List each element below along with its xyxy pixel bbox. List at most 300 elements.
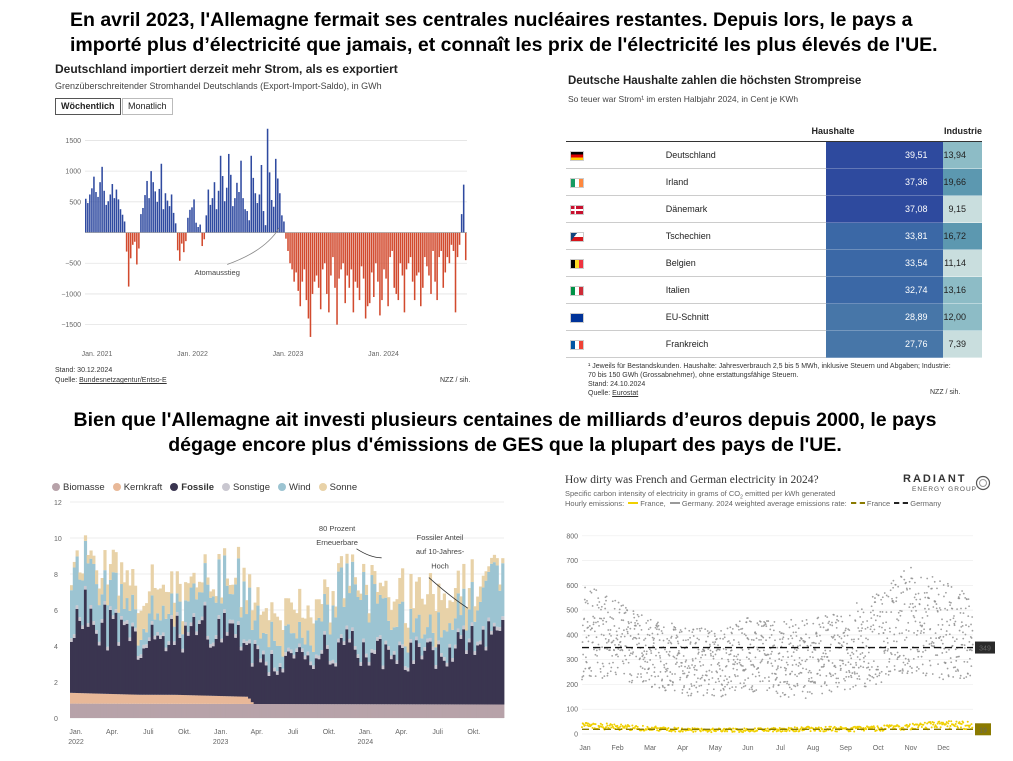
mix-bar-fossile xyxy=(101,623,104,694)
mix-bar-fossile xyxy=(209,648,212,696)
germany-point xyxy=(603,634,605,636)
france-point xyxy=(946,721,948,723)
mix-bar-sonne xyxy=(170,571,173,593)
mix-bar-biomasse xyxy=(426,704,429,718)
trade-bar xyxy=(126,233,128,252)
mix-bar-sonne xyxy=(351,554,354,561)
germany-point xyxy=(637,614,639,616)
france-point xyxy=(732,727,734,729)
mix-bar-sonne xyxy=(220,598,223,604)
france-point xyxy=(794,726,796,728)
mix-bar-sonne xyxy=(248,574,251,587)
germany-point xyxy=(765,623,767,625)
mix-bar-sonne xyxy=(329,623,332,635)
mix-bar-sonne xyxy=(401,568,404,601)
germany-point xyxy=(649,659,651,661)
mix-bar-sonstige xyxy=(268,672,271,676)
mix-bar-kernkraft xyxy=(117,694,120,704)
france-point xyxy=(898,725,900,727)
trade-x-tick: Jan. 2023 xyxy=(272,351,304,358)
mix-bar-wind xyxy=(173,627,176,642)
germany-point xyxy=(725,694,727,696)
germany-point xyxy=(617,648,619,650)
germany-point xyxy=(622,604,624,606)
germany-point xyxy=(643,658,645,660)
france-point xyxy=(955,721,957,723)
trade-bar xyxy=(161,164,163,233)
mix-bar-biomasse xyxy=(351,704,354,718)
mix-bar-wind xyxy=(323,594,326,631)
trade-bar xyxy=(250,156,252,233)
germany-point xyxy=(849,615,851,617)
mix-bar-biomasse xyxy=(443,704,446,718)
trade-bar xyxy=(334,233,336,288)
headline-mid-line2: dégage encore plus d'émissions de GES que la plupart des pays de l'UE. xyxy=(168,434,842,456)
mix-bar-kernkraft xyxy=(131,695,134,704)
mix-bar-sonne xyxy=(304,619,307,645)
prices-source-link[interactable]: Eurostat xyxy=(612,390,639,397)
germany-point xyxy=(872,624,874,626)
germany-point xyxy=(771,651,773,653)
trade-bar xyxy=(465,233,467,261)
germany-point xyxy=(728,661,730,663)
trade-bar xyxy=(244,209,246,232)
germany-point xyxy=(824,656,826,658)
germany-point xyxy=(898,620,900,622)
mix-bar-sonstige xyxy=(81,625,84,629)
germany-point xyxy=(701,627,703,629)
germany-point xyxy=(936,607,938,609)
germany-point xyxy=(880,599,882,601)
germany-point xyxy=(668,640,670,642)
germany-point xyxy=(886,595,888,597)
germany-point xyxy=(904,639,906,641)
mix-bar-biomasse xyxy=(153,704,156,718)
mix-bar-sonstige xyxy=(295,648,298,652)
germany-point xyxy=(581,679,583,681)
mix-bar-sonstige xyxy=(476,642,479,646)
germany-point xyxy=(623,673,625,675)
germany-point xyxy=(907,622,909,624)
dirty-subtitle-sub: 2 xyxy=(740,494,743,501)
trade-bar xyxy=(107,201,109,232)
germany-point xyxy=(869,680,871,682)
germany-point xyxy=(616,634,618,636)
germany-point xyxy=(914,582,916,584)
germany-point xyxy=(765,625,767,627)
trade-bar xyxy=(120,209,122,232)
germany-point xyxy=(972,644,974,646)
mix-bar-wind xyxy=(223,555,226,609)
germany-point xyxy=(827,656,829,658)
germany-point xyxy=(739,662,741,664)
germany-point xyxy=(963,612,965,614)
germany-point xyxy=(808,680,810,682)
germany-point xyxy=(855,662,857,664)
trade-bar xyxy=(424,233,426,258)
mix-bar-fossile xyxy=(368,666,371,705)
trade-bar xyxy=(187,218,189,233)
germany-point xyxy=(651,675,653,677)
germany-point xyxy=(858,675,860,677)
germany-point xyxy=(689,667,691,669)
germany-point xyxy=(887,648,889,650)
germany-point xyxy=(948,649,950,651)
mix-bar-sonstige xyxy=(357,654,360,658)
germany-point xyxy=(618,644,620,646)
mix-annotation1-arrow xyxy=(357,549,382,558)
germany-point xyxy=(932,606,934,608)
germany-point xyxy=(755,689,757,691)
germany-point xyxy=(677,636,679,638)
mix-bar-wind xyxy=(493,562,496,623)
mix-bar-biomasse xyxy=(276,704,279,718)
mix-bar-wind xyxy=(298,622,301,644)
mix-bar-kernkraft xyxy=(162,695,165,704)
mix-bar-kernkraft xyxy=(165,695,168,704)
germany-point xyxy=(618,602,620,604)
germany-point xyxy=(586,637,588,639)
germany-point xyxy=(921,656,923,658)
mix-bar-fossile xyxy=(73,638,76,693)
mix-bar-sonstige xyxy=(398,642,401,646)
mix-bar-biomasse xyxy=(179,704,182,718)
france-point xyxy=(613,723,615,725)
mix-bar-wind xyxy=(384,598,387,641)
mix-bar-wind xyxy=(179,602,182,635)
germany-point xyxy=(769,687,771,689)
dirty-legend-germany: Germany. 2024 weighted average emissions rate: xyxy=(681,499,847,508)
germany-point xyxy=(711,630,713,632)
germany-point xyxy=(956,638,958,640)
trade-bar xyxy=(181,233,183,244)
germany-point xyxy=(623,629,625,631)
mix-bar-wind xyxy=(379,595,382,635)
germany-point xyxy=(869,669,871,671)
mix-bar-sonstige xyxy=(156,632,159,636)
germany-point xyxy=(734,689,736,691)
germany-point xyxy=(847,635,849,637)
mix-bar-kernkraft xyxy=(170,695,173,704)
germany-point xyxy=(875,673,877,675)
trade-bar xyxy=(234,198,236,232)
germany-point xyxy=(891,582,893,584)
mix-bar-wind xyxy=(162,606,165,633)
germany-point xyxy=(834,639,836,641)
trade-y-tick: −500 xyxy=(65,260,81,268)
germany-point xyxy=(792,645,794,647)
germany-point xyxy=(762,637,764,639)
germany-point xyxy=(642,654,644,656)
germany-point xyxy=(645,680,647,682)
germany-point xyxy=(850,657,852,659)
germany-point xyxy=(960,608,962,610)
mix-y-tick: 2 xyxy=(54,680,58,687)
mix-bar-sonne xyxy=(334,607,337,618)
germany-point xyxy=(920,632,922,634)
germany-point xyxy=(895,600,897,602)
germany-point xyxy=(742,665,744,667)
mix-bar-wind xyxy=(332,605,335,659)
germany-point xyxy=(609,616,611,618)
mix-bar-sonstige xyxy=(401,644,404,648)
mix-bar-fossile xyxy=(281,672,284,704)
mix-bar-biomasse xyxy=(362,704,365,718)
mix-bar-fossile xyxy=(229,623,232,696)
weekly-toggle-button[interactable]: Wöchentlich xyxy=(55,98,121,115)
mix-bar-biomasse xyxy=(473,704,476,718)
mix-bar-biomasse xyxy=(490,704,493,718)
germany-point xyxy=(961,590,963,592)
france-point xyxy=(620,724,622,726)
germany-point xyxy=(708,683,710,685)
trade-bar xyxy=(304,233,306,270)
mix-bar-sonstige xyxy=(284,652,287,656)
mix-bar-fossile xyxy=(231,623,234,696)
trade-bar xyxy=(302,233,304,282)
germany-point xyxy=(865,628,867,630)
mix-bar-sonstige xyxy=(379,635,382,639)
mix-bar-sonne xyxy=(379,583,382,595)
trade-bar xyxy=(226,188,228,233)
mix-bar-kernkraft xyxy=(251,702,254,704)
mix-bar-sonne xyxy=(268,620,271,647)
germany-point xyxy=(736,669,738,671)
germany-point xyxy=(753,639,755,641)
mix-bar-kernkraft xyxy=(176,695,179,704)
mix-bar-wind xyxy=(426,627,429,639)
mix-bar-biomasse xyxy=(298,704,301,718)
mix-bar-wind xyxy=(84,541,87,586)
price-flag-cell xyxy=(566,250,604,277)
mix-bar-fossile xyxy=(301,652,304,704)
mix-bar-biomasse xyxy=(137,704,140,718)
mix-bar-wind xyxy=(501,563,504,616)
germany-point xyxy=(884,652,886,654)
germany-point xyxy=(704,680,706,682)
germany-point xyxy=(667,675,669,677)
mix-bar-sonstige xyxy=(437,641,440,645)
mix-bar-fossile xyxy=(437,644,440,704)
germany-point xyxy=(727,659,729,661)
germany-point xyxy=(853,653,855,655)
germany-point xyxy=(785,670,787,672)
germany-point xyxy=(914,597,916,599)
germany-point xyxy=(582,641,584,643)
germany-point xyxy=(918,650,920,652)
germany-point xyxy=(876,676,878,678)
trade-annotation: Atomausstieg xyxy=(194,267,240,277)
germany-point xyxy=(837,686,839,688)
germany-point xyxy=(914,606,916,608)
mix-bar-sonstige xyxy=(457,628,460,632)
mix-bar-sonne xyxy=(276,617,279,646)
germany-point xyxy=(619,608,621,610)
france-point xyxy=(819,730,821,732)
germany-point xyxy=(648,667,650,669)
germany-point xyxy=(845,664,847,666)
carbon-intensity-chart xyxy=(560,512,1000,758)
mix-bar-wind xyxy=(476,610,479,641)
trade-source-link[interactable]: Bundesnetzagentur/Entso-E xyxy=(79,377,167,384)
mix-bar-fossile xyxy=(459,639,462,705)
trade-bar xyxy=(114,198,116,232)
mix-bar-wind xyxy=(170,593,173,615)
germany-point xyxy=(640,673,642,675)
germany-point xyxy=(773,684,775,686)
germany-point xyxy=(925,649,927,651)
germany-point xyxy=(922,672,924,674)
mix-bar-kernkraft xyxy=(240,697,243,704)
mix-bar-sonstige xyxy=(259,659,262,663)
germany-point xyxy=(750,664,752,666)
prices-col-households: Haushalte xyxy=(811,126,855,136)
germany-point xyxy=(639,625,641,627)
germany-point xyxy=(771,634,773,636)
germany-point xyxy=(875,683,877,685)
legend-dot-icon xyxy=(52,483,60,491)
germany-point xyxy=(671,636,673,638)
mix-bar-kernkraft xyxy=(73,693,76,704)
trade-bar xyxy=(189,210,191,233)
mix-bar-biomasse xyxy=(340,704,343,718)
mix-bar-wind xyxy=(407,653,410,668)
germany-point xyxy=(672,682,674,684)
mix-bar-kernkraft xyxy=(223,696,226,704)
germany-point xyxy=(827,622,829,624)
mix-bar-sonstige xyxy=(365,654,368,658)
mix-bar-sonne xyxy=(201,582,204,592)
germany-point xyxy=(750,644,752,646)
trade-bar xyxy=(242,198,244,232)
germany-point xyxy=(709,644,711,646)
mix-bar-wind xyxy=(471,582,474,622)
germany-point xyxy=(641,629,643,631)
germany-point xyxy=(955,648,957,650)
germany-point xyxy=(784,694,786,696)
mix-bar-fossile xyxy=(290,653,293,704)
france-point xyxy=(836,731,838,733)
germany-point xyxy=(827,628,829,630)
germany-point xyxy=(787,664,789,666)
germany-point xyxy=(943,596,945,598)
trade-bar xyxy=(416,233,418,276)
germany-point xyxy=(779,631,781,633)
germany-point xyxy=(923,632,925,634)
germany-point xyxy=(646,672,648,674)
mix-bar-biomasse xyxy=(89,704,92,718)
mix-bar-wind xyxy=(340,568,343,635)
germany-point xyxy=(946,651,948,653)
mix-bar-sonstige xyxy=(471,622,474,626)
mix-bar-sonne xyxy=(354,577,357,584)
trade-bar xyxy=(152,182,154,232)
mix-bar-sonstige xyxy=(329,661,332,665)
mix-legend-fossile xyxy=(170,482,214,493)
prices-subtitle: So teuer war Strom¹ im ersten Halbjahr 2024, in Cent je KWh xyxy=(568,94,799,104)
mix-bar-fossile xyxy=(326,649,329,704)
mix-bar-kernkraft xyxy=(248,699,251,704)
trade-bar xyxy=(193,199,195,232)
mix-bar-sonne xyxy=(195,587,198,599)
mix-bar-kernkraft xyxy=(204,696,207,704)
germany-point xyxy=(859,616,861,618)
mix-bar-fossile xyxy=(115,613,118,694)
mix-bar-sonstige xyxy=(384,641,387,645)
mix-bar-wind xyxy=(485,581,488,647)
germany-point xyxy=(835,622,837,624)
germany-point xyxy=(879,611,881,613)
germany-point xyxy=(913,615,915,617)
mix-bar-sonstige xyxy=(315,655,318,659)
germany-point xyxy=(902,668,904,670)
germany-point xyxy=(894,654,896,656)
germany-point xyxy=(941,618,943,620)
mix-bar-biomasse xyxy=(415,704,418,718)
germany-point xyxy=(613,625,615,627)
france-point xyxy=(584,724,586,726)
mix-bar-wind xyxy=(479,602,482,641)
france-point xyxy=(692,731,694,733)
monthly-toggle-button[interactable]: Monatlich xyxy=(122,98,173,115)
germany-point xyxy=(674,690,676,692)
price-row-fr xyxy=(566,331,982,358)
mix-bar-biomasse xyxy=(376,704,379,718)
mix-bar-wind xyxy=(215,603,218,636)
germany-point xyxy=(809,670,811,672)
germany-point xyxy=(854,671,856,673)
mix-bar-sonstige xyxy=(382,665,385,669)
flag-dk-icon xyxy=(571,206,583,214)
germany-point xyxy=(645,645,647,647)
trade-bar xyxy=(199,225,201,233)
mix-bar-wind xyxy=(440,637,443,653)
france-point xyxy=(930,723,932,725)
germany-point xyxy=(877,666,879,668)
mix-bar-biomasse xyxy=(112,704,115,718)
mix-bar-sonstige xyxy=(432,646,435,650)
germany-point xyxy=(694,674,696,676)
germany-point xyxy=(696,628,698,630)
trade-bar xyxy=(87,203,89,232)
germany-point xyxy=(755,656,757,658)
trade-bar xyxy=(420,233,422,307)
germany-point xyxy=(639,657,641,659)
mix-bar-wind xyxy=(329,634,332,660)
price-flag-cell xyxy=(566,277,604,304)
mix-bar-wind xyxy=(184,600,187,622)
germany-point xyxy=(928,608,930,610)
germany-point xyxy=(942,643,944,645)
radiant-brand-name: RADIANT xyxy=(903,473,967,485)
germany-point xyxy=(756,637,758,639)
mix-bar-fossile xyxy=(357,658,360,704)
germany-point xyxy=(607,629,609,631)
prices-table xyxy=(566,142,982,358)
mix-bar-sonstige xyxy=(359,662,362,666)
mix-bar-sonne xyxy=(471,559,474,582)
germany-point xyxy=(808,672,810,674)
germany-point xyxy=(879,616,881,618)
mix-bar-sonne xyxy=(117,596,120,613)
trade-bar xyxy=(295,233,297,273)
germany-point xyxy=(837,620,839,622)
germany-point xyxy=(867,666,869,668)
germany-point xyxy=(692,660,694,662)
mix-bar-sonstige xyxy=(326,645,329,649)
mix-bar-biomasse xyxy=(181,704,184,718)
germany-point xyxy=(915,599,917,601)
